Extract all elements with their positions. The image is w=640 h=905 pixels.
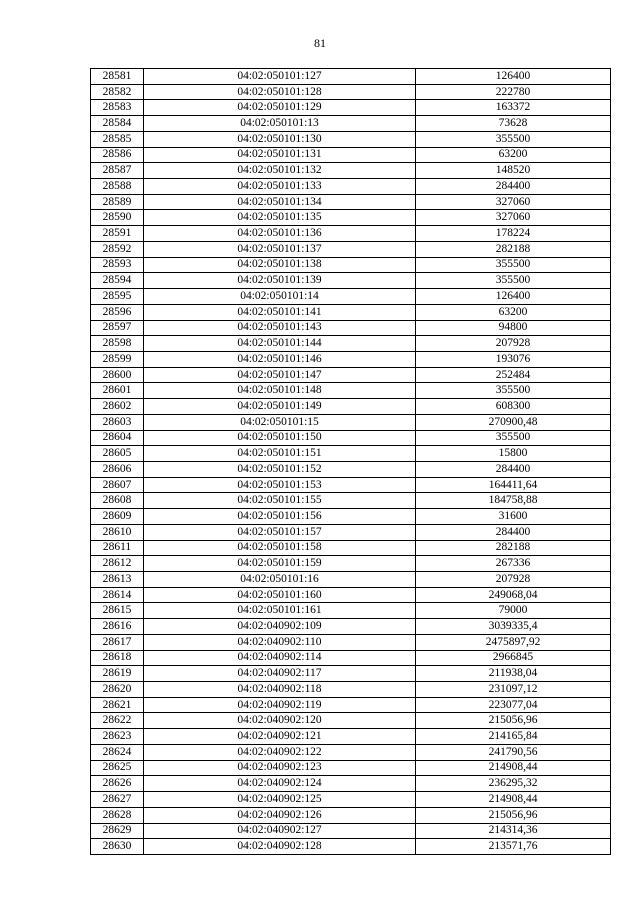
row-number-cell: 28596	[91, 304, 144, 320]
table-row	[91, 194, 611, 210]
value-cell: 284400	[416, 179, 611, 195]
table-row	[91, 399, 611, 415]
cadastral-number-cell: 04:02:040902:114	[144, 650, 416, 666]
cadastral-number-cell: 04:02:050101:130	[144, 131, 416, 147]
table-row	[91, 446, 611, 462]
row-number-cell: 28627	[91, 792, 144, 808]
cadastral-number-cell: 04:02:050101:146	[144, 351, 416, 367]
row-number-cell: 28623	[91, 729, 144, 745]
cadastral-number-cell: 04:02:050101:157	[144, 524, 416, 540]
cadastral-number-cell: 04:02:050101:15	[144, 414, 416, 430]
value-cell: 213571,76	[416, 839, 611, 855]
table-row	[91, 839, 611, 855]
table-row	[91, 100, 611, 116]
table-row	[91, 509, 611, 525]
cadastral-number-cell: 04:02:050101:14	[144, 289, 416, 305]
row-number-cell: 28583	[91, 100, 144, 116]
cadastral-number-cell: 04:02:040902:128	[144, 839, 416, 855]
row-number-cell: 28605	[91, 446, 144, 462]
row-number-cell: 28592	[91, 241, 144, 257]
data-table	[90, 68, 611, 855]
value-cell: 282188	[416, 241, 611, 257]
value-cell: 215056,96	[416, 713, 611, 729]
table-row	[91, 84, 611, 100]
table-row	[91, 147, 611, 163]
cadastral-number-cell: 04:02:050101:155	[144, 493, 416, 509]
row-number-cell: 28591	[91, 226, 144, 242]
table-body	[91, 69, 611, 855]
table-row	[91, 713, 611, 729]
value-cell: 355500	[416, 273, 611, 289]
table-row	[91, 477, 611, 493]
cadastral-number-cell: 04:02:050101:133	[144, 179, 416, 195]
table-row	[91, 540, 611, 556]
table-row	[91, 336, 611, 352]
value-cell: 184758,88	[416, 493, 611, 509]
row-number-cell: 28604	[91, 430, 144, 446]
table-row	[91, 572, 611, 588]
value-cell: 267336	[416, 556, 611, 572]
cadastral-number-cell: 04:02:050101:137	[144, 241, 416, 257]
row-number-cell: 28600	[91, 367, 144, 383]
value-cell: 178224	[416, 226, 611, 242]
row-number-cell: 28585	[91, 131, 144, 147]
table-row	[91, 697, 611, 713]
cadastral-number-cell: 04:02:050101:129	[144, 100, 416, 116]
row-number-cell: 28597	[91, 320, 144, 336]
table-row	[91, 131, 611, 147]
table-row	[91, 744, 611, 760]
row-number-cell: 28581	[91, 69, 144, 85]
cadastral-number-cell: 04:02:050101:158	[144, 540, 416, 556]
cadastral-number-cell: 04:02:050101:128	[144, 84, 416, 100]
value-cell: 214908,44	[416, 792, 611, 808]
table-row	[91, 367, 611, 383]
table-row	[91, 461, 611, 477]
cadastral-number-cell: 04:02:050101:144	[144, 336, 416, 352]
table-row	[91, 792, 611, 808]
table-row	[91, 241, 611, 257]
value-cell: 214165,84	[416, 729, 611, 745]
cadastral-number-cell: 04:02:050101:161	[144, 603, 416, 619]
cadastral-number-cell: 04:02:040902:124	[144, 776, 416, 792]
row-number-cell: 28613	[91, 572, 144, 588]
table-row	[91, 729, 611, 745]
table-row	[91, 351, 611, 367]
row-number-cell: 28595	[91, 289, 144, 305]
cadastral-number-cell: 04:02:040902:109	[144, 619, 416, 635]
row-number-cell: 28616	[91, 619, 144, 635]
value-cell: 126400	[416, 69, 611, 85]
page-number: 81	[314, 36, 326, 50]
row-number-cell: 28614	[91, 587, 144, 603]
table-row	[91, 273, 611, 289]
row-number-cell: 28624	[91, 744, 144, 760]
table-row	[91, 414, 611, 430]
table-row	[91, 116, 611, 132]
value-cell: 355500	[416, 257, 611, 273]
cadastral-number-cell: 04:02:050101:127	[144, 69, 416, 85]
value-cell: 126400	[416, 289, 611, 305]
table-row	[91, 619, 611, 635]
value-cell: 148520	[416, 163, 611, 179]
row-number-cell: 28608	[91, 493, 144, 509]
row-number-cell: 28584	[91, 116, 144, 132]
cadastral-number-cell: 04:02:050101:132	[144, 163, 416, 179]
cadastral-number-cell: 04:02:050101:149	[144, 399, 416, 415]
row-number-cell: 28620	[91, 682, 144, 698]
table-row	[91, 776, 611, 792]
table-row	[91, 210, 611, 226]
value-cell: 252484	[416, 367, 611, 383]
value-cell: 284400	[416, 461, 611, 477]
cadastral-number-cell: 04:02:050101:16	[144, 572, 416, 588]
table-row	[91, 430, 611, 446]
cadastral-number-cell: 04:02:050101:156	[144, 509, 416, 525]
row-number-cell: 28617	[91, 634, 144, 650]
table-row	[91, 226, 611, 242]
cadastral-number-cell: 04:02:050101:152	[144, 461, 416, 477]
table-row	[91, 304, 611, 320]
cadastral-number-cell: 04:02:050101:131	[144, 147, 416, 163]
value-cell: 355500	[416, 383, 611, 399]
row-number-cell: 28582	[91, 84, 144, 100]
row-number-cell: 28589	[91, 194, 144, 210]
table-row	[91, 383, 611, 399]
cadastral-number-cell: 04:02:050101:141	[144, 304, 416, 320]
table-row	[91, 556, 611, 572]
cadastral-number-cell: 04:02:040902:118	[144, 682, 416, 698]
row-number-cell: 28601	[91, 383, 144, 399]
row-number-cell: 28622	[91, 713, 144, 729]
row-number-cell: 28629	[91, 823, 144, 839]
table-row	[91, 587, 611, 603]
table-row	[91, 760, 611, 776]
table-row	[91, 666, 611, 682]
cadastral-number-cell: 04:02:040902:121	[144, 729, 416, 745]
row-number-cell: 28621	[91, 697, 144, 713]
row-number-cell: 28594	[91, 273, 144, 289]
cadastral-number-cell: 04:02:050101:139	[144, 273, 416, 289]
cadastral-number-cell: 04:02:040902:120	[144, 713, 416, 729]
cadastral-number-cell: 04:02:050101:148	[144, 383, 416, 399]
value-cell: 327060	[416, 194, 611, 210]
value-cell: 193076	[416, 351, 611, 367]
row-number-cell: 28615	[91, 603, 144, 619]
cadastral-number-cell: 04:02:040902:125	[144, 792, 416, 808]
value-cell: 63200	[416, 147, 611, 163]
value-cell: 31600	[416, 509, 611, 525]
value-cell: 94800	[416, 320, 611, 336]
row-number-cell: 28602	[91, 399, 144, 415]
value-cell: 3039335,4	[416, 619, 611, 635]
table-row	[91, 493, 611, 509]
cadastral-number-cell: 04:02:050101:160	[144, 587, 416, 603]
value-cell: 236295,32	[416, 776, 611, 792]
cadastral-number-cell: 04:02:050101:136	[144, 226, 416, 242]
value-cell: 207928	[416, 572, 611, 588]
table-row	[91, 650, 611, 666]
value-cell: 282188	[416, 540, 611, 556]
value-cell: 79000	[416, 603, 611, 619]
cadastral-number-cell: 04:02:050101:150	[144, 430, 416, 446]
table-row	[91, 682, 611, 698]
cadastral-number-cell: 04:02:050101:151	[144, 446, 416, 462]
row-number-cell: 28610	[91, 524, 144, 540]
value-cell: 2475897,92	[416, 634, 611, 650]
table-row	[91, 69, 611, 85]
row-number-cell: 28625	[91, 760, 144, 776]
table-row	[91, 524, 611, 540]
row-number-cell: 28603	[91, 414, 144, 430]
cadastral-number-cell: 04:02:040902:117	[144, 666, 416, 682]
value-cell: 214908,44	[416, 760, 611, 776]
value-cell: 284400	[416, 524, 611, 540]
value-cell: 73628	[416, 116, 611, 132]
value-cell: 15800	[416, 446, 611, 462]
cadastral-number-cell: 04:02:050101:159	[144, 556, 416, 572]
value-cell: 241790,56	[416, 744, 611, 760]
value-cell: 608300	[416, 399, 611, 415]
row-number-cell: 28619	[91, 666, 144, 682]
value-cell: 355500	[416, 430, 611, 446]
value-cell: 214314,36	[416, 823, 611, 839]
table-row	[91, 634, 611, 650]
value-cell: 327060	[416, 210, 611, 226]
value-cell: 223077,04	[416, 697, 611, 713]
row-number-cell: 28590	[91, 210, 144, 226]
value-cell: 222780	[416, 84, 611, 100]
value-cell: 63200	[416, 304, 611, 320]
cadastral-number-cell: 04:02:050101:135	[144, 210, 416, 226]
cadastral-number-cell: 04:02:050101:147	[144, 367, 416, 383]
cadastral-number-cell: 04:02:040902:123	[144, 760, 416, 776]
table-row	[91, 823, 611, 839]
cadastral-number-cell: 04:02:040902:122	[144, 744, 416, 760]
row-number-cell: 28612	[91, 556, 144, 572]
row-number-cell: 28628	[91, 807, 144, 823]
row-number-cell: 28609	[91, 509, 144, 525]
table-row	[91, 257, 611, 273]
value-cell: 231097,12	[416, 682, 611, 698]
row-number-cell: 28626	[91, 776, 144, 792]
cadastral-number-cell: 04:02:050101:143	[144, 320, 416, 336]
value-cell: 207928	[416, 336, 611, 352]
table-row	[91, 289, 611, 305]
cadastral-number-cell: 04:02:050101:134	[144, 194, 416, 210]
row-number-cell: 28611	[91, 540, 144, 556]
cadastral-number-cell: 04:02:050101:153	[144, 477, 416, 493]
value-cell: 211938,04	[416, 666, 611, 682]
cadastral-number-cell: 04:02:040902:127	[144, 823, 416, 839]
value-cell: 249068,04	[416, 587, 611, 603]
table-row	[91, 179, 611, 195]
cadastral-number-cell: 04:02:050101:13	[144, 116, 416, 132]
table-row	[91, 807, 611, 823]
row-number-cell: 28598	[91, 336, 144, 352]
table-row	[91, 163, 611, 179]
value-cell: 2966845	[416, 650, 611, 666]
row-number-cell: 28593	[91, 257, 144, 273]
value-cell: 163372	[416, 100, 611, 116]
row-number-cell: 28588	[91, 179, 144, 195]
cadastral-number-cell: 04:02:050101:138	[144, 257, 416, 273]
cadastral-number-cell: 04:02:040902:126	[144, 807, 416, 823]
row-number-cell: 28586	[91, 147, 144, 163]
row-number-cell: 28618	[91, 650, 144, 666]
row-number-cell: 28587	[91, 163, 144, 179]
value-cell: 215056,96	[416, 807, 611, 823]
row-number-cell: 28607	[91, 477, 144, 493]
value-cell: 270900,48	[416, 414, 611, 430]
row-number-cell: 28606	[91, 461, 144, 477]
cadastral-number-cell: 04:02:040902:119	[144, 697, 416, 713]
value-cell: 355500	[416, 131, 611, 147]
row-number-cell: 28599	[91, 351, 144, 367]
cadastral-number-cell: 04:02:040902:110	[144, 634, 416, 650]
row-number-cell: 28630	[91, 839, 144, 855]
value-cell: 164411,64	[416, 477, 611, 493]
table-row	[91, 320, 611, 336]
table-row	[91, 603, 611, 619]
